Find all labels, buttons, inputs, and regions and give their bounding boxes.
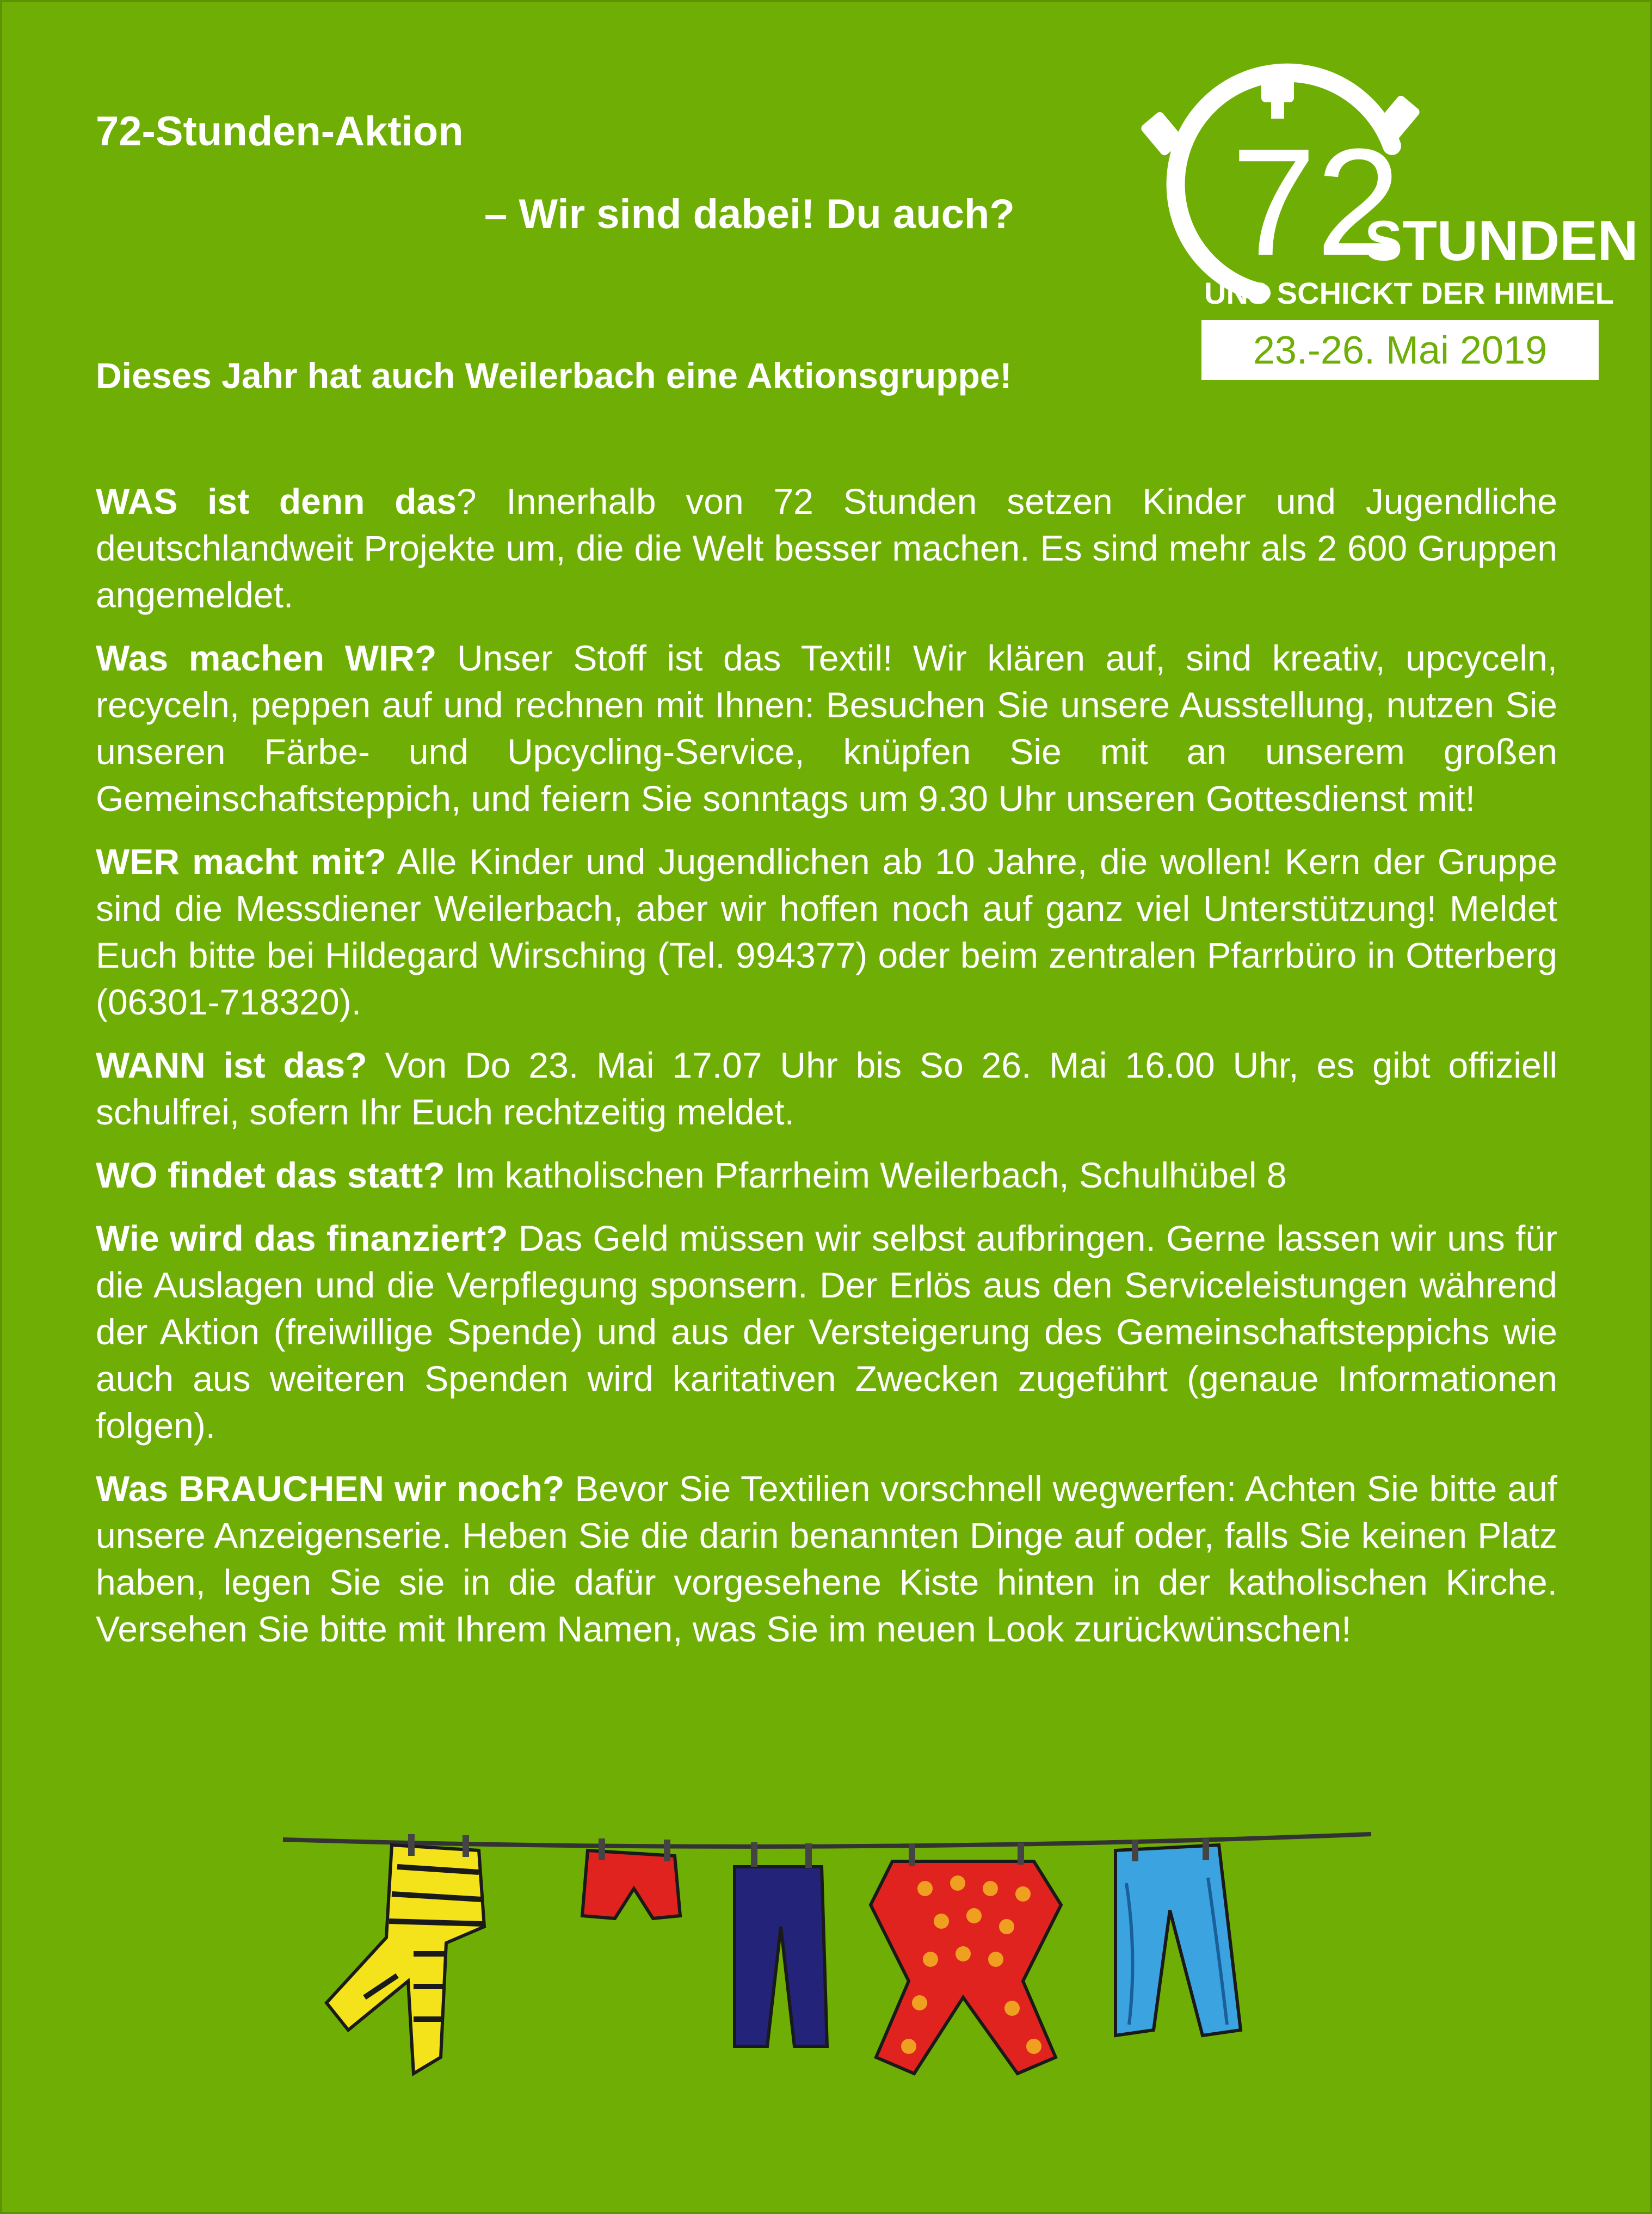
section-finanzierung bbox=[96, 1215, 1557, 1449]
section-text: ? Innerhalb von 72 Stunden setzen Kinder und Jugendliche deutschlandweit Projekte um, die die Welt besser machen. Es sind mehr als 2 600 Gruppen angemeldet. bbox=[96, 481, 1557, 615]
section-lead: WAS ist denn das bbox=[96, 481, 457, 521]
section-text: Von Do 23. Mai 17.07 Uhr bis So 26. Mai 16.00 Uhr, es gibt offiziell schulfrei, sofern Ihr Euch rechtzeitig meldet. bbox=[96, 1045, 1557, 1132]
blue-trousers-icon bbox=[1115, 1845, 1241, 2035]
section-brauchen bbox=[96, 1465, 1557, 1652]
page-title: 72-Stunden-Aktion bbox=[96, 108, 464, 155]
logo-word: STUNDEN bbox=[1365, 210, 1638, 273]
logo-dates: 23.-26. Mai 2019 bbox=[1253, 329, 1548, 372]
section-was bbox=[96, 478, 1557, 618]
red-dotted-garment-icon bbox=[871, 1861, 1061, 2074]
section-lead: WER macht mit? bbox=[96, 841, 386, 882]
section-lead: WO findet das statt? bbox=[96, 1155, 445, 1195]
page-subtitle: – Wir sind dabei! Du auch? bbox=[484, 191, 1015, 237]
section-text: Unser Stoff ist das Textil! Wir klären auf, sind kreativ, upcyceln, recyceln, peppen auf und rechnen mit Ihnen: Besuchen Sie unsere Ausstellung, nutzen Sie unseren Färbe- und Upcycling-Service, knüpfen Sie mit an unserem großen Gemeinschaftsteppich, und feiern Sie sonntags um 9.30 Uhr unseren Gottesdienst mit! bbox=[96, 638, 1557, 819]
body-text bbox=[96, 478, 1557, 1669]
logo-number: 72 bbox=[1231, 118, 1401, 287]
yellow-striped-shirt-icon bbox=[326, 1845, 484, 2074]
72-stunden-logo bbox=[1136, 64, 1638, 402]
section-text: Bevor Sie Textilien vorschnell wegwerfen: Achten Sie bitte auf unsere Anzeigenserie. Heben Sie die darin benannten Dinge auf oder, falls Sie keinen Platz haben, legen Sie sie in die dafür vorgesehene Kiste hinten in der katholischen Kirche. Versehen Sie bitte mit Ihrem Namen, was Sie im neuen Look zurückwünschen! bbox=[96, 1468, 1557, 1649]
section-lead: Was BRAUCHEN wir noch? bbox=[96, 1468, 565, 1509]
section-text: Im katholischen Pfarrheim Weilerbach, Schulhübel 8 bbox=[445, 1155, 1287, 1195]
navy-trousers-icon bbox=[735, 1867, 827, 2046]
section-lead: WANN ist das? bbox=[96, 1045, 367, 1085]
section-wo bbox=[96, 1152, 1557, 1198]
section-wann bbox=[96, 1042, 1557, 1135]
section-lead: Wie wird das finanziert? bbox=[96, 1218, 508, 1258]
section-text: Das Geld müssen wir selbst aufbringen. Gerne lassen wir uns für die Auslagen und die Verpflegung sponsern. Der Erlös aus den Serviceleistungen während der Aktion (freiwillige Spende) und aus der Versteigerung des Gemeinschaftsteppichs wie auch aus weiteren Spenden wird karitativen Zwecken zugeführt (genaue Informationen folgen). bbox=[96, 1218, 1558, 1446]
section-wer bbox=[96, 838, 1557, 1025]
logo-tagline: UNS SCHICKT DER HIMMEL bbox=[1204, 276, 1614, 310]
intro-line: Dieses Jahr hat auch Weilerbach eine Aktionsgruppe! bbox=[96, 355, 1012, 396]
section-text: Alle Kinder und Jugendlichen ab 10 Jahre, die wollen! Kern der Gruppe sind die Messdiener Weilerbach, aber wir hoffen noch auf ganz viel Unterstützung! Meldet Euch bitte bei Hildegard Wirsching (Tel. 994377) oder beim zentralen Pfarrbüro in Otterberg (06301-718320). bbox=[96, 841, 1557, 1022]
section-wir bbox=[96, 635, 1557, 822]
section-lead: Was machen WIR? bbox=[96, 638, 437, 678]
clothesline-laundry-icon bbox=[283, 1818, 1371, 2101]
